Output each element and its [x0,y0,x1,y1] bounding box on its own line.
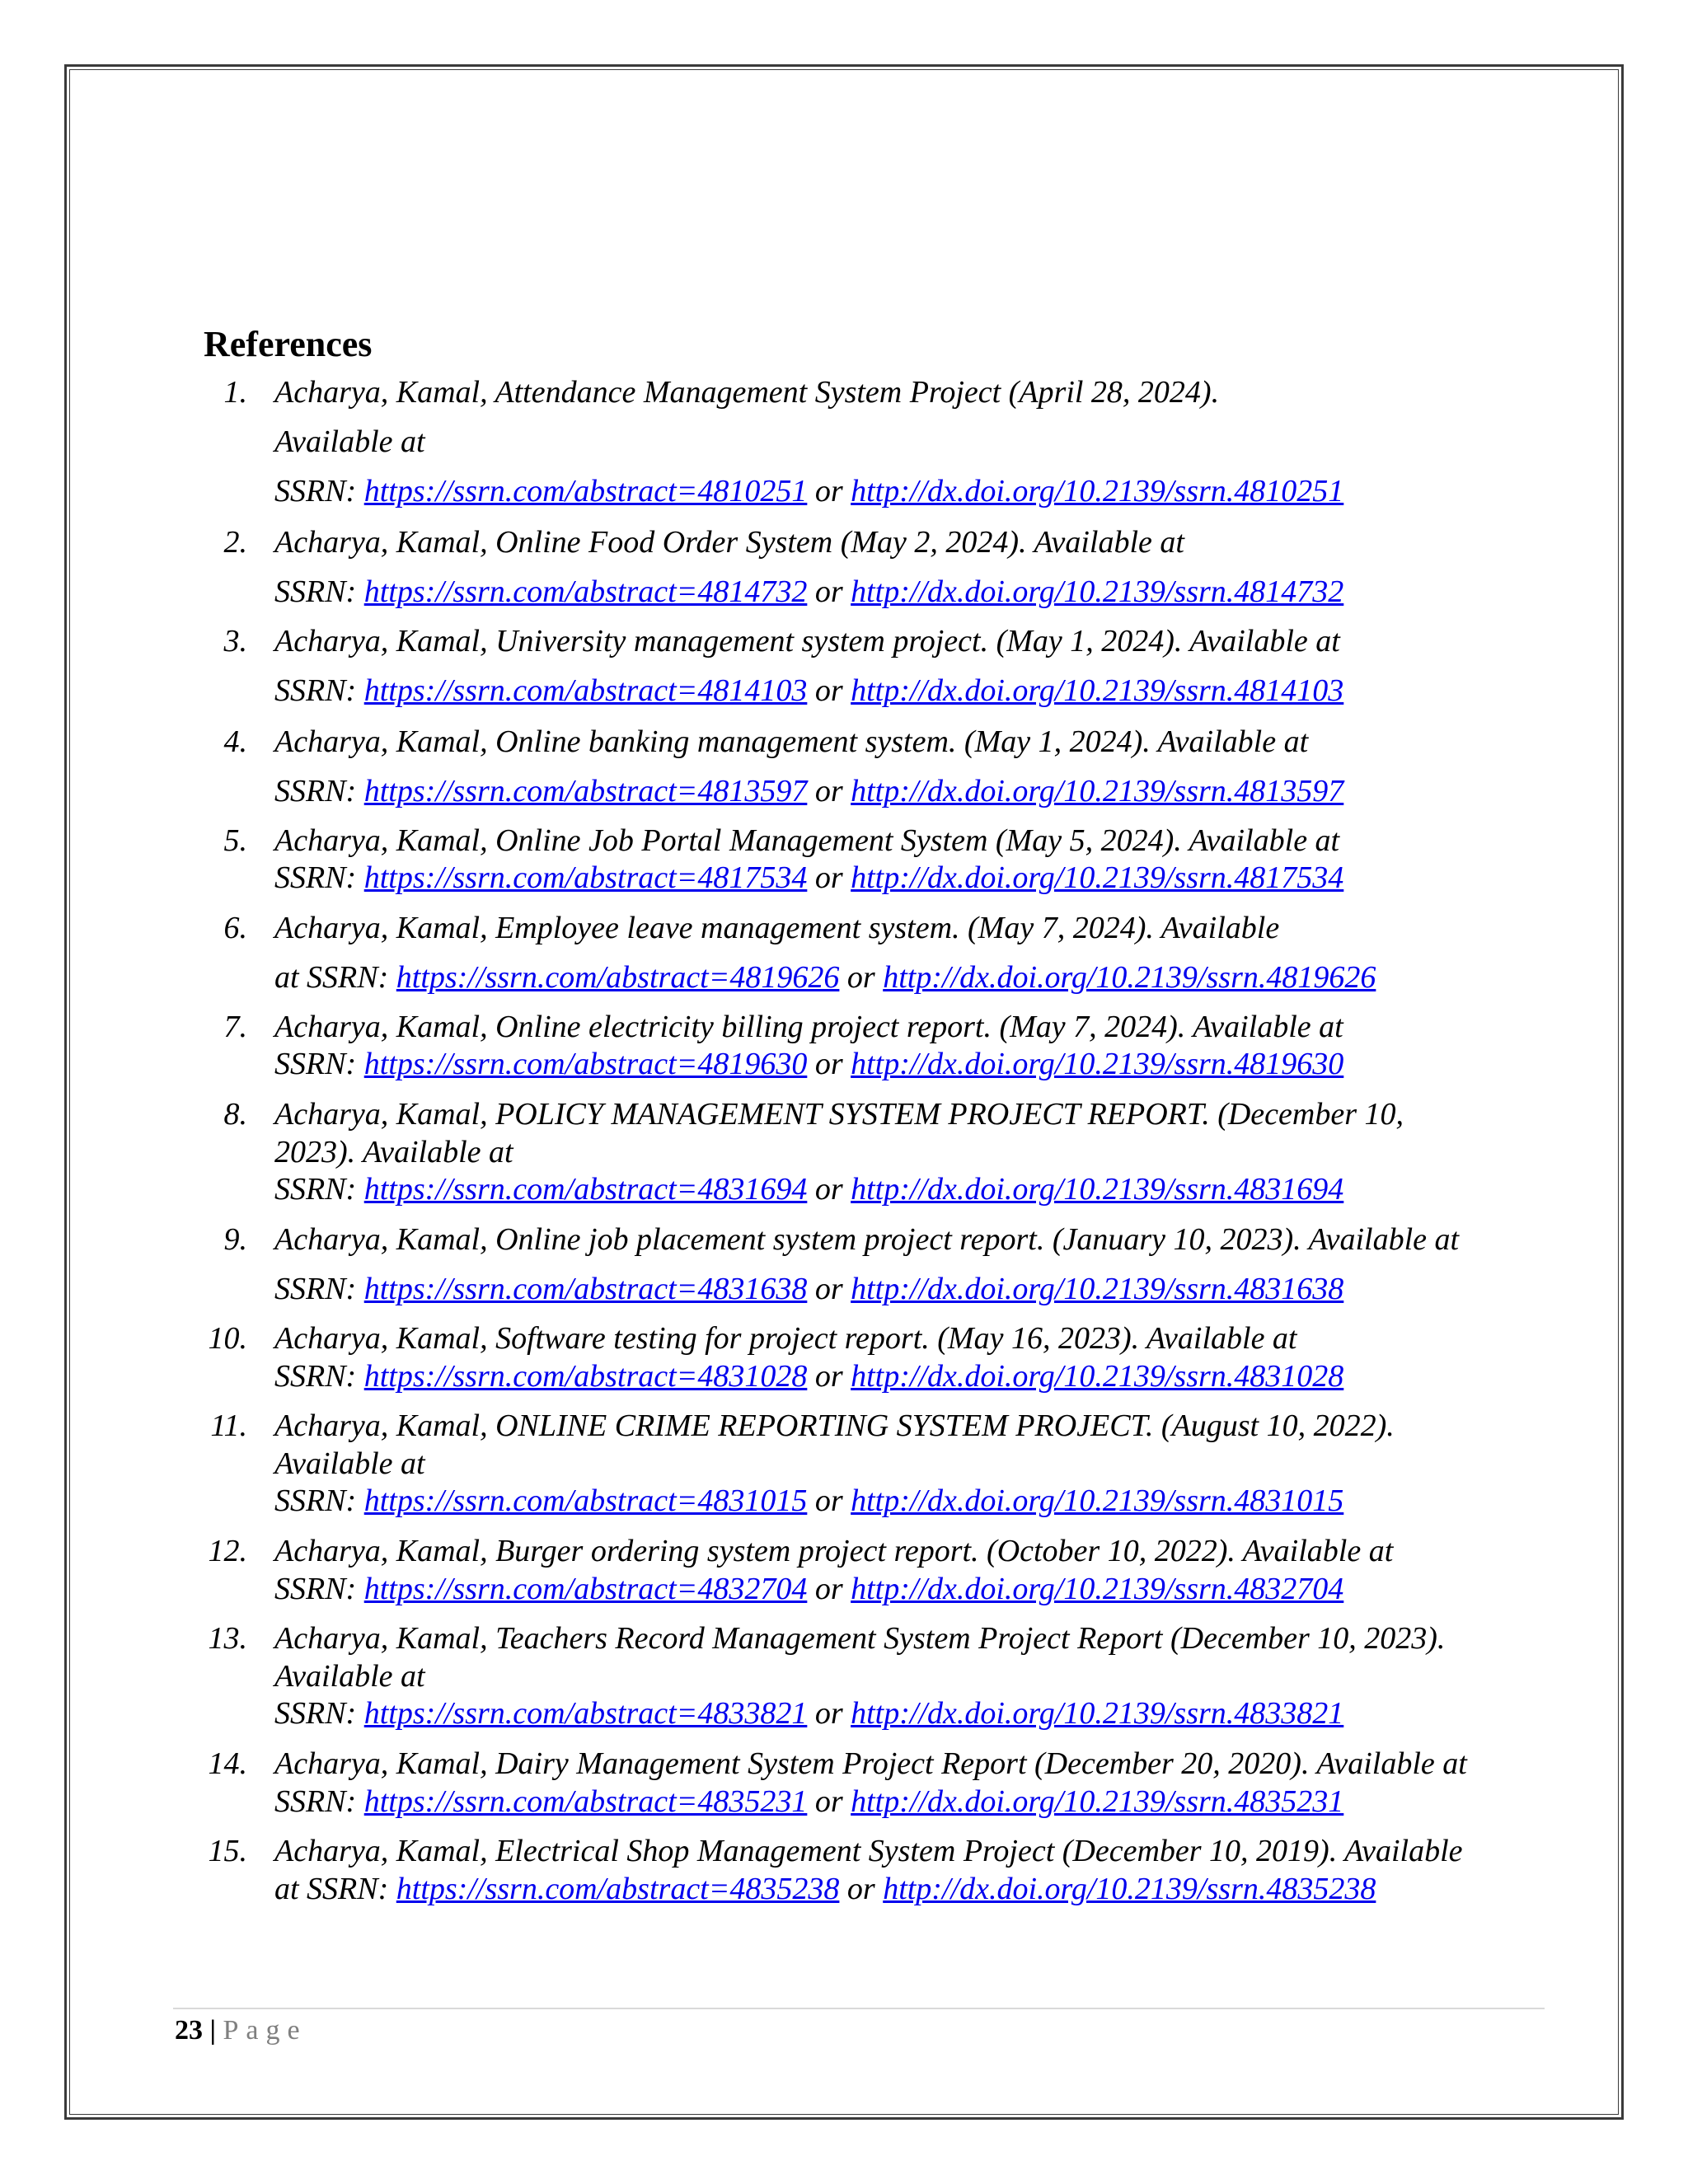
doi-link[interactable]: http://dx.doi.org/10.2139/ssrn.4819626 [883,960,1376,995]
ssrn-abstract-link[interactable]: https://ssrn.com/abstract=4832704 [363,1572,808,1606]
reference-number: 9. [223,1222,247,1257]
reference-line: Acharya, Kamal, Burger ordering system project report. (October 10, 2022). Available at [274,1534,1394,1568]
doi-link[interactable]: http://dx.doi.org/10.2139/ssrn.4814732 [851,574,1344,609]
ssrn-prefix: SSRN: [274,673,364,708]
ssrn-prefix: at SSRN: [274,1872,396,1906]
ssrn-prefix: SSRN: [274,774,364,808]
ssrn-prefix: SSRN: [274,574,364,609]
ssrn-abstract-link[interactable]: https://ssrn.com/abstract=4810251 [363,474,808,509]
page-label: Page [223,2015,307,2046]
ssrn-abstract-link[interactable]: https://ssrn.com/abstract=4831694 [363,1172,808,1207]
link-separator: or [807,1359,851,1394]
doi-link[interactable]: http://dx.doi.org/10.2139/ssrn.4814103 [851,673,1344,708]
ssrn-prefix: SSRN: [274,474,364,509]
ssrn-prefix: SSRN: [274,1047,364,1081]
link-separator: or [807,1696,851,1731]
link-separator: or [807,1047,851,1081]
reference-number: 7. [223,1010,247,1044]
reference-line: Acharya, Kamal, Online job placement system project report. (January 10, 2023). Available at [274,1222,1460,1257]
ssrn-prefix: SSRN: [274,1572,364,1606]
reference-line: Acharya, Kamal, Software testing for project report. (May 16, 2023). Available at [274,1321,1297,1356]
reference-number: 14. [208,1746,247,1781]
ssrn-prefix: SSRN: [274,1359,364,1394]
reference-line [274,1269,1560,1309]
page-number: 23 [175,2015,203,2046]
link-separator: or [807,774,851,808]
reference-line: Acharya, Kamal, Dairy Management System Project Report (December 20, 2020). Available at [274,1746,1467,1781]
link-separator: or [807,1483,851,1518]
ssrn-prefix: SSRN: [274,1172,364,1207]
link-separator: or [807,1172,851,1207]
reference-number: 6. [223,911,247,945]
reference-line [274,1357,1560,1396]
ssrn-abstract-link[interactable]: https://ssrn.com/abstract=4819630 [363,1047,808,1081]
ssrn-prefix: at SSRN: [274,960,396,995]
ssrn-abstract-link[interactable]: https://ssrn.com/abstract=4835231 [363,1784,808,1819]
ssrn-abstract-link[interactable]: https://ssrn.com/abstract=4819626 [396,960,840,995]
doi-link[interactable]: http://dx.doi.org/10.2139/ssrn.4832704 [851,1572,1344,1606]
reference-line: Available at [274,1659,425,1694]
reference-line [274,958,1560,997]
reference-line: Acharya, Kamal, Online Job Portal Management System (May 5, 2024). Available at [274,823,1340,858]
ssrn-abstract-link[interactable]: https://ssrn.com/abstract=4831028 [363,1359,808,1394]
ssrn-abstract-link[interactable]: https://ssrn.com/abstract=4813597 [363,774,808,808]
ssrn-abstract-link[interactable]: https://ssrn.com/abstract=4831638 [363,1272,808,1306]
ssrn-abstract-link[interactable]: https://ssrn.com/abstract=4833821 [363,1696,808,1731]
doi-link[interactable]: http://dx.doi.org/10.2139/ssrn.4831638 [851,1272,1344,1306]
link-separator: or [807,474,851,509]
reference-line [274,1569,1560,1609]
reference-line [274,471,1560,511]
link-separator: or [807,1572,851,1606]
reference-line: Acharya, Kamal, Online electricity billing project report. (May 7, 2024). Available at [274,1010,1343,1044]
reference-line [274,1869,1560,1909]
ssrn-prefix: SSRN: [274,1696,364,1731]
link-separator: or [807,1784,851,1819]
ssrn-prefix: SSRN: [274,860,364,895]
link-separator: or [807,574,851,609]
doi-link[interactable]: http://dx.doi.org/10.2139/ssrn.4835231 [851,1784,1344,1819]
ssrn-prefix: SSRN: [274,1272,364,1306]
reference-line [274,671,1560,710]
reference-number: 3. [223,624,247,658]
references-heading: References [204,324,373,364]
reference-line: Acharya, Kamal, Teachers Record Management System Project Report (December 10, 2023). [274,1621,1446,1656]
doi-link[interactable]: http://dx.doi.org/10.2139/ssrn.4833821 [851,1696,1344,1731]
page-footer [175,2011,307,2050]
doi-link[interactable]: http://dx.doi.org/10.2139/ssrn.4831694 [851,1172,1344,1207]
reference-line: Acharya, Kamal, Online banking management system. (May 1, 2024). Available at [274,724,1309,759]
link-separator: or [807,673,851,708]
reference-number: 4. [223,724,247,759]
ssrn-abstract-link[interactable]: https://ssrn.com/abstract=4814732 [363,574,808,609]
reference-number: 15. [208,1834,247,1868]
reference-line: Acharya, Kamal, Electrical Shop Management System Project (December 10, 2019). Available [274,1834,1463,1868]
reference-number: 1. [223,375,247,410]
link-separator: or [839,960,884,995]
reference-line [274,858,1560,898]
reference-line: Acharya, Kamal, University management system project. (May 1, 2024). Available at [274,624,1340,658]
reference-line: Acharya, Kamal, Attendance Management System Project (April 28, 2024). [274,375,1220,410]
doi-link[interactable]: http://dx.doi.org/10.2139/ssrn.4813597 [851,774,1344,808]
footer-divider [173,2008,1545,2009]
reference-line: Available at [274,424,425,459]
reference-line [274,572,1560,612]
ssrn-prefix: SSRN: [274,1483,364,1518]
reference-number: 10. [208,1321,247,1356]
footer-separator: | [209,2015,216,2046]
ssrn-abstract-link[interactable]: https://ssrn.com/abstract=4814103 [363,673,808,708]
reference-line: Acharya, Kamal, Online Food Order System (May 2, 2024). Available at [274,525,1184,560]
ssrn-abstract-link[interactable]: https://ssrn.com/abstract=4835238 [396,1872,840,1906]
reference-number: 12. [208,1534,247,1568]
reference-line: Available at [274,1446,425,1481]
reference-line: 2023). Available at [274,1135,513,1169]
reference-line: Acharya, Kamal, POLICY MANAGEMENT SYSTEM PROJECT REPORT. (December 10, [274,1097,1404,1132]
doi-link[interactable]: http://dx.doi.org/10.2139/ssrn.4819630 [851,1047,1344,1081]
doi-link[interactable]: http://dx.doi.org/10.2139/ssrn.4810251 [851,474,1344,509]
reference-number: 5. [223,823,247,858]
ssrn-prefix: SSRN: [274,1784,364,1819]
link-separator: or [839,1872,884,1906]
reference-line [274,1169,1560,1209]
doi-link[interactable]: http://dx.doi.org/10.2139/ssrn.4831015 [851,1483,1344,1518]
reference-number: 11. [210,1408,247,1443]
reference-line: Acharya, Kamal, ONLINE CRIME REPORTING SYSTEM PROJECT. (August 10, 2022). [274,1408,1395,1443]
doi-link[interactable]: http://dx.doi.org/10.2139/ssrn.4831028 [851,1359,1344,1394]
link-separator: or [807,1272,851,1306]
reference-line [274,1694,1560,1733]
reference-line [274,1782,1560,1821]
reference-line [274,771,1560,811]
reference-line [274,1481,1560,1521]
reference-line: Acharya, Kamal, Employee leave management system. (May 7, 2024). Available [274,911,1280,945]
ssrn-abstract-link[interactable]: https://ssrn.com/abstract=4817534 [363,860,808,895]
doi-link[interactable]: http://dx.doi.org/10.2139/ssrn.4835238 [883,1872,1376,1906]
link-separator: or [807,860,851,895]
reference-line [274,1044,1560,1084]
reference-number: 2. [223,525,247,560]
reference-number: 8. [223,1097,247,1132]
ssrn-abstract-link[interactable]: https://ssrn.com/abstract=4831015 [363,1483,808,1518]
doi-link[interactable]: http://dx.doi.org/10.2139/ssrn.4817534 [851,860,1344,895]
reference-number: 13. [208,1621,247,1656]
